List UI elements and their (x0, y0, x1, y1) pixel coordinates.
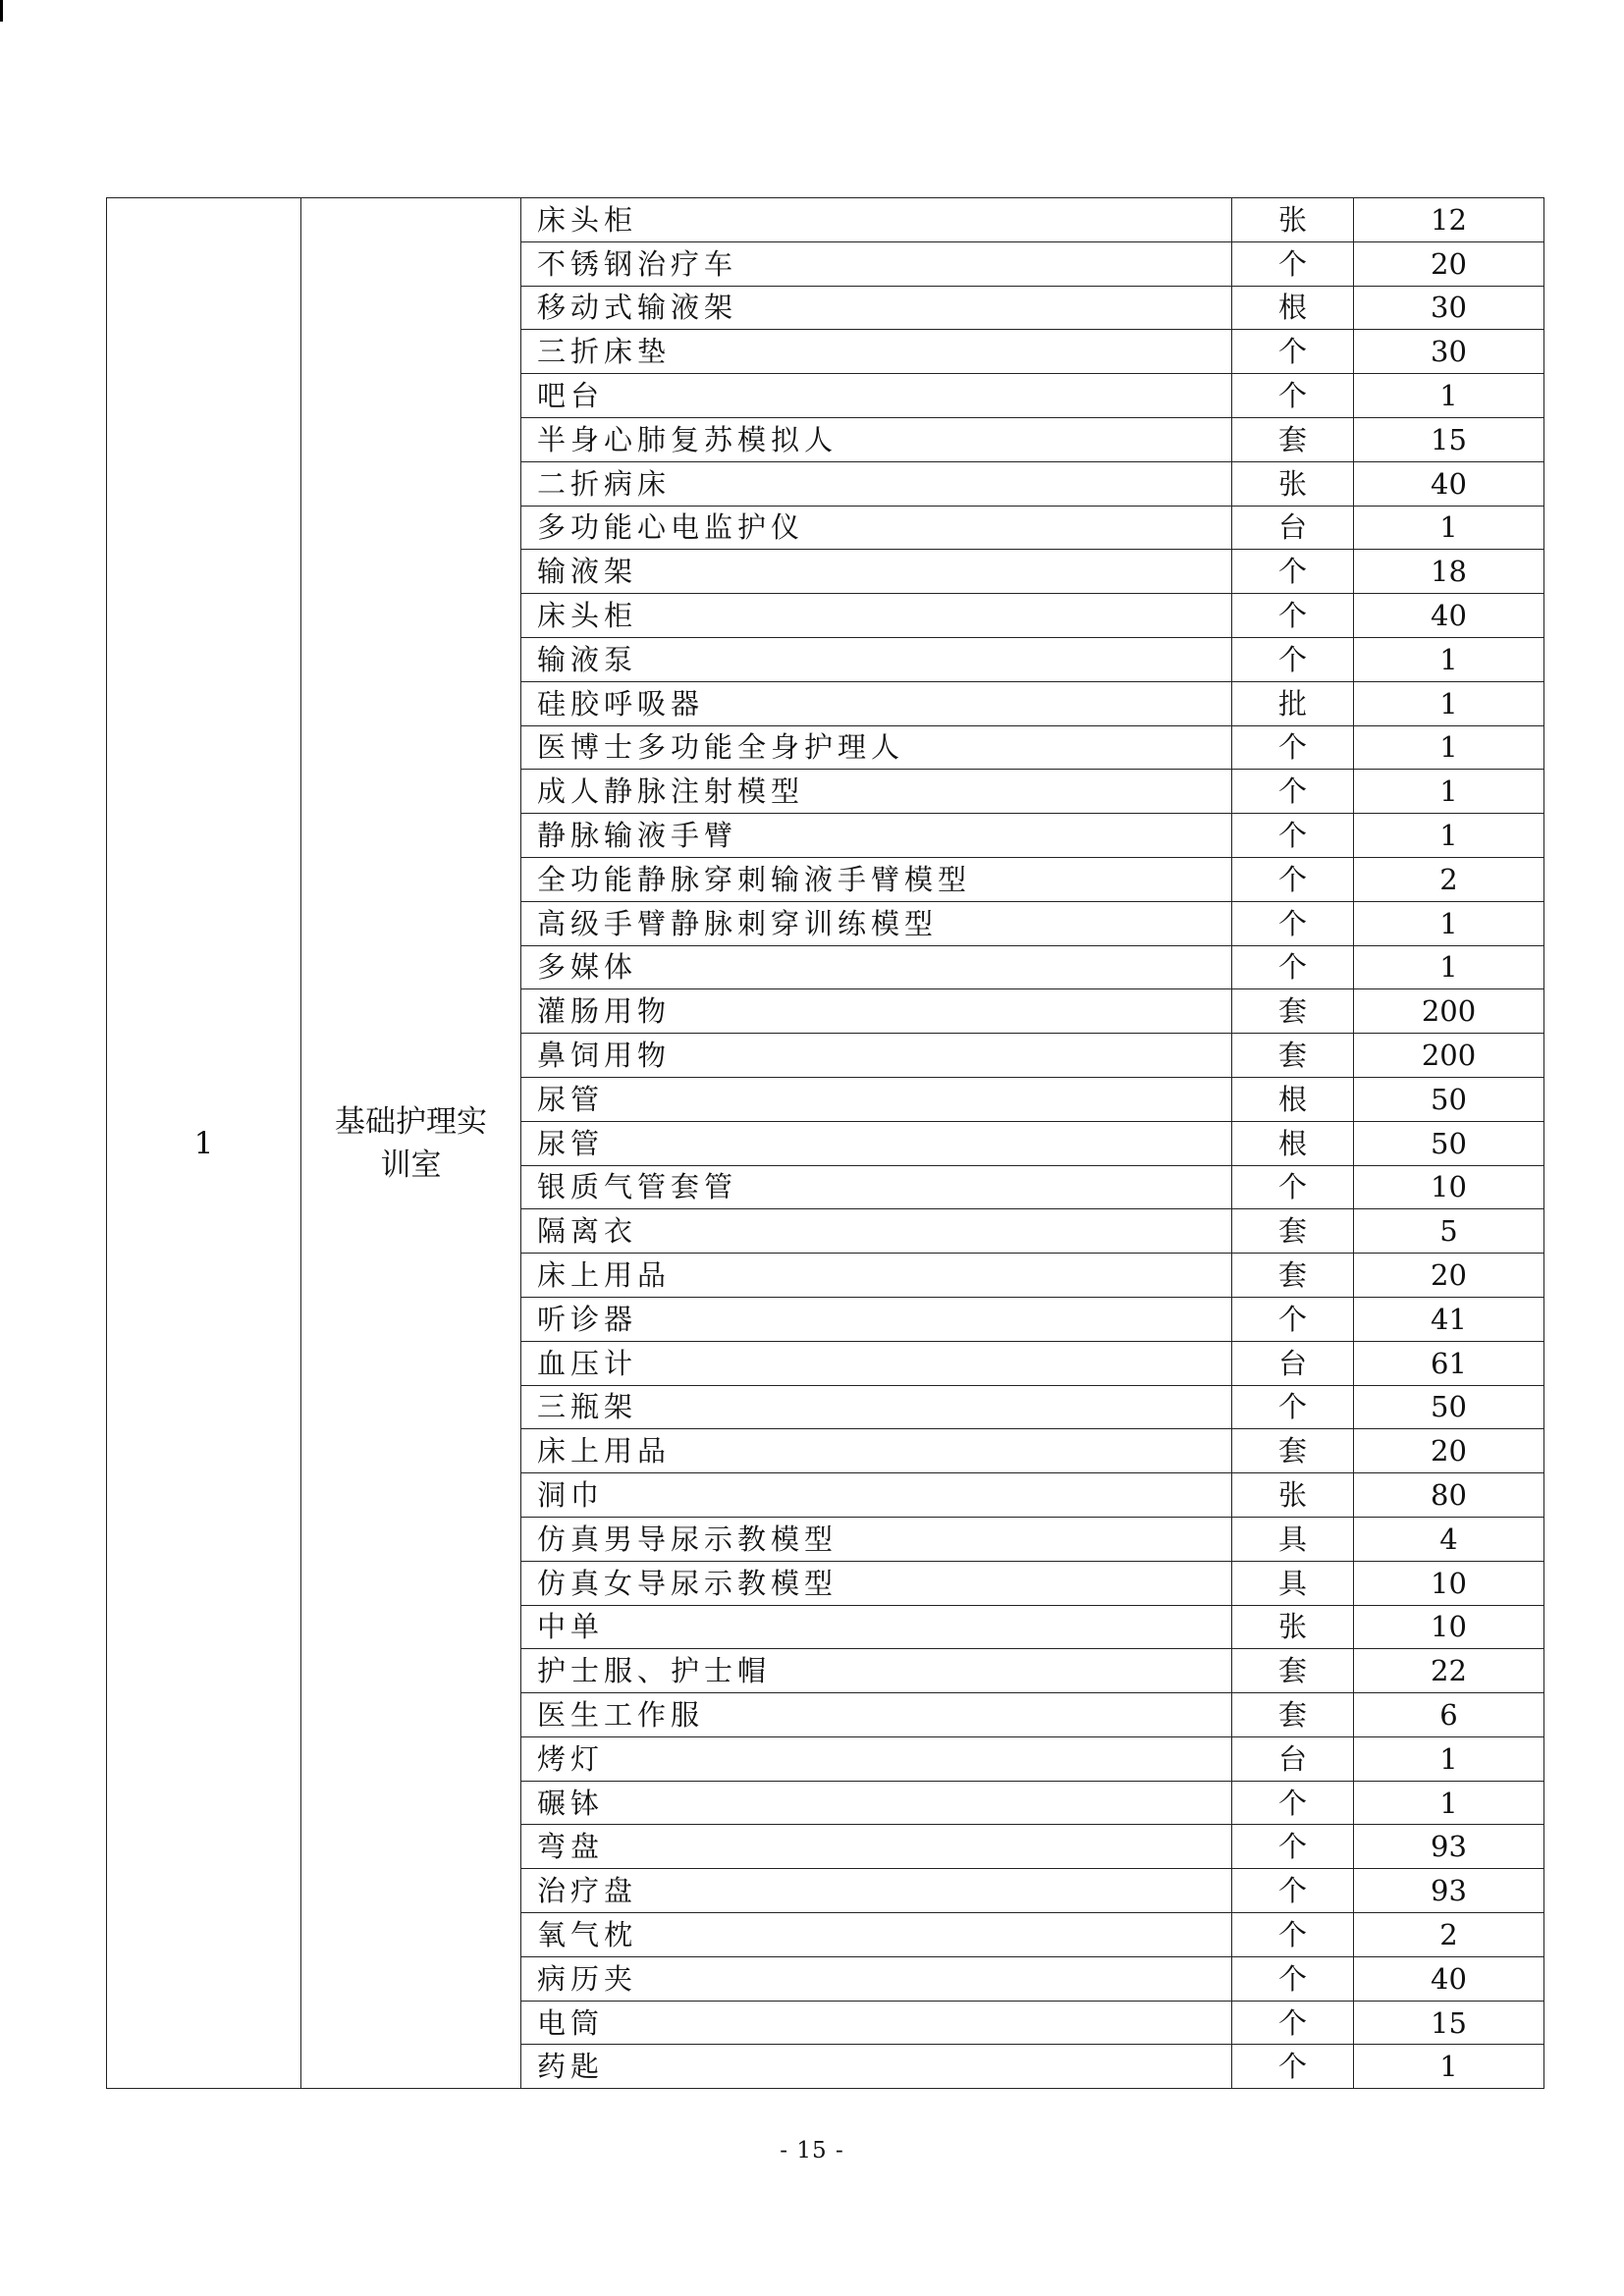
item-quantity-cell: 2 (1354, 1913, 1544, 1957)
item-quantity-cell: 18 (1354, 550, 1544, 594)
item-unit-cell: 批 (1232, 681, 1354, 725)
item-name-cell: 治疗盘 (521, 1869, 1232, 1913)
item-quantity-cell: 1 (1354, 681, 1544, 725)
item-name-cell: 尿管 (521, 1077, 1232, 1121)
item-quantity-cell: 15 (1354, 417, 1544, 461)
item-name-cell: 听诊器 (521, 1297, 1232, 1341)
item-quantity-cell: 1 (1354, 770, 1544, 814)
item-name-cell: 三瓶架 (521, 1385, 1232, 1429)
group-room-cell: 基础护理实训室 (301, 198, 521, 2089)
item-unit-cell: 个 (1232, 241, 1354, 286)
item-unit-cell: 套 (1232, 989, 1354, 1034)
item-name-cell: 多媒体 (521, 945, 1232, 989)
page-number: - 15 - (780, 2138, 844, 2163)
item-name-cell: 隔离衣 (521, 1209, 1232, 1254)
item-quantity-cell: 93 (1354, 1825, 1544, 1869)
item-quantity-cell: 30 (1354, 286, 1544, 330)
item-unit-cell: 具 (1232, 1561, 1354, 1605)
item-unit-cell: 套 (1232, 417, 1354, 461)
item-quantity-cell: 40 (1354, 1956, 1544, 2001)
item-unit-cell: 个 (1232, 374, 1354, 418)
item-quantity-cell: 1 (1354, 901, 1544, 945)
item-unit-cell: 具 (1232, 1517, 1354, 1561)
item-quantity-cell: 61 (1354, 1341, 1544, 1385)
item-quantity-cell: 50 (1354, 1121, 1544, 1165)
group-index-cell: 1 (107, 198, 301, 2089)
item-unit-cell: 台 (1232, 1341, 1354, 1385)
item-name-cell: 床上用品 (521, 1254, 1232, 1298)
item-quantity-cell: 200 (1354, 989, 1544, 1034)
item-unit-cell: 套 (1232, 1693, 1354, 1737)
item-unit-cell: 个 (1232, 1385, 1354, 1429)
item-quantity-cell: 4 (1354, 1517, 1544, 1561)
item-name-cell: 病历夹 (521, 1956, 1232, 2001)
item-name-cell: 烤灯 (521, 1736, 1232, 1781)
item-quantity-cell: 30 (1354, 330, 1544, 374)
item-name-cell: 二折病床 (521, 461, 1232, 506)
item-quantity-cell: 20 (1354, 1429, 1544, 1473)
item-name-cell: 银质气管套管 (521, 1165, 1232, 1209)
item-quantity-cell: 1 (1354, 506, 1544, 550)
item-unit-cell: 套 (1232, 1429, 1354, 1473)
item-quantity-cell: 93 (1354, 1869, 1544, 1913)
item-unit-cell: 个 (1232, 330, 1354, 374)
item-name-cell: 仿真男导尿示教模型 (521, 1517, 1232, 1561)
item-unit-cell: 个 (1232, 1956, 1354, 2001)
item-unit-cell: 根 (1232, 1077, 1354, 1121)
item-unit-cell: 根 (1232, 286, 1354, 330)
item-unit-cell: 套 (1232, 1254, 1354, 1298)
item-name-cell: 碾钵 (521, 1781, 1232, 1825)
item-name-cell: 半身心肺复苏模拟人 (521, 417, 1232, 461)
item-name-cell: 吧台 (521, 374, 1232, 418)
item-quantity-cell: 12 (1354, 198, 1544, 242)
item-quantity-cell: 40 (1354, 594, 1544, 638)
item-name-cell: 移动式输液架 (521, 286, 1232, 330)
item-unit-cell: 个 (1232, 1165, 1354, 1209)
item-unit-cell: 套 (1232, 1649, 1354, 1693)
item-name-cell: 静脉输液手臂 (521, 814, 1232, 858)
item-quantity-cell: 200 (1354, 1034, 1544, 1078)
item-name-cell: 弯盘 (521, 1825, 1232, 1869)
item-unit-cell: 个 (1232, 594, 1354, 638)
item-name-cell: 成人静脉注射模型 (521, 770, 1232, 814)
item-name-cell: 鼻饲用物 (521, 1034, 1232, 1078)
item-unit-cell: 个 (1232, 945, 1354, 989)
item-name-cell: 中单 (521, 1605, 1232, 1649)
item-name-cell: 高级手臂静脉刺穿训练模型 (521, 901, 1232, 945)
item-name-cell: 尿管 (521, 1121, 1232, 1165)
item-unit-cell: 个 (1232, 1781, 1354, 1825)
item-unit-cell: 套 (1232, 1034, 1354, 1078)
item-unit-cell: 个 (1232, 814, 1354, 858)
item-name-cell: 床头柜 (521, 198, 1232, 242)
item-name-cell: 床上用品 (521, 1429, 1232, 1473)
item-name-cell: 灌肠用物 (521, 989, 1232, 1034)
equipment-table-body (107, 198, 1544, 2089)
item-name-cell: 医生工作服 (521, 1693, 1232, 1737)
item-quantity-cell: 2 (1354, 857, 1544, 901)
item-unit-cell: 张 (1232, 461, 1354, 506)
item-quantity-cell: 41 (1354, 1297, 1544, 1341)
item-unit-cell: 台 (1232, 506, 1354, 550)
item-name-cell: 输液架 (521, 550, 1232, 594)
item-name-cell: 血压计 (521, 1341, 1232, 1385)
item-quantity-cell: 1 (1354, 725, 1544, 770)
item-quantity-cell: 5 (1354, 1209, 1544, 1254)
item-unit-cell: 个 (1232, 770, 1354, 814)
left-edge-mark (0, 0, 3, 22)
item-name-cell: 输液泵 (521, 637, 1232, 681)
item-quantity-cell: 20 (1354, 1254, 1544, 1298)
item-unit-cell: 张 (1232, 1473, 1354, 1518)
item-unit-cell: 个 (1232, 725, 1354, 770)
item-name-cell: 不锈钢治疗车 (521, 241, 1232, 286)
item-name-cell: 洞巾 (521, 1473, 1232, 1518)
item-quantity-cell: 50 (1354, 1385, 1544, 1429)
equipment-table (106, 197, 1544, 2089)
item-unit-cell: 个 (1232, 901, 1354, 945)
item-quantity-cell: 20 (1354, 241, 1544, 286)
item-name-cell: 医博士多功能全身护理人 (521, 725, 1232, 770)
item-unit-cell: 根 (1232, 1121, 1354, 1165)
item-quantity-cell: 1 (1354, 374, 1544, 418)
item-name-cell: 电筒 (521, 2001, 1232, 2045)
item-unit-cell: 个 (1232, 1869, 1354, 1913)
item-quantity-cell: 1 (1354, 814, 1544, 858)
item-unit-cell: 张 (1232, 198, 1354, 242)
item-quantity-cell: 22 (1354, 1649, 1544, 1693)
item-unit-cell: 个 (1232, 637, 1354, 681)
item-quantity-cell: 1 (1354, 1781, 1544, 1825)
table-row (107, 198, 1544, 242)
item-name-cell: 床头柜 (521, 594, 1232, 638)
item-quantity-cell: 15 (1354, 2001, 1544, 2045)
item-quantity-cell: 1 (1354, 945, 1544, 989)
item-name-cell: 硅胶呼吸器 (521, 681, 1232, 725)
item-name-cell: 多功能心电监护仪 (521, 506, 1232, 550)
item-unit-cell: 张 (1232, 1605, 1354, 1649)
item-unit-cell: 个 (1232, 857, 1354, 901)
item-quantity-cell: 6 (1354, 1693, 1544, 1737)
item-name-cell: 三折床垫 (521, 330, 1232, 374)
item-quantity-cell: 1 (1354, 1736, 1544, 1781)
item-name-cell: 氧气枕 (521, 1913, 1232, 1957)
item-unit-cell: 个 (1232, 1913, 1354, 1957)
item-unit-cell: 个 (1232, 1297, 1354, 1341)
item-name-cell: 全功能静脉穿刺输液手臂模型 (521, 857, 1232, 901)
item-quantity-cell: 40 (1354, 461, 1544, 506)
item-quantity-cell: 1 (1354, 637, 1544, 681)
item-unit-cell: 套 (1232, 1209, 1354, 1254)
item-quantity-cell: 10 (1354, 1561, 1544, 1605)
item-unit-cell: 个 (1232, 550, 1354, 594)
item-unit-cell: 个 (1232, 2001, 1354, 2045)
item-quantity-cell: 50 (1354, 1077, 1544, 1121)
item-quantity-cell: 80 (1354, 1473, 1544, 1518)
item-quantity-cell: 10 (1354, 1605, 1544, 1649)
item-unit-cell: 个 (1232, 2045, 1354, 2089)
item-unit-cell: 个 (1232, 1825, 1354, 1869)
item-unit-cell: 台 (1232, 1736, 1354, 1781)
item-name-cell: 仿真女导尿示教模型 (521, 1561, 1232, 1605)
item-quantity-cell: 10 (1354, 1165, 1544, 1209)
item-name-cell: 药匙 (521, 2045, 1232, 2089)
item-name-cell: 护士服、护士帽 (521, 1649, 1232, 1693)
item-quantity-cell: 1 (1354, 2045, 1544, 2089)
